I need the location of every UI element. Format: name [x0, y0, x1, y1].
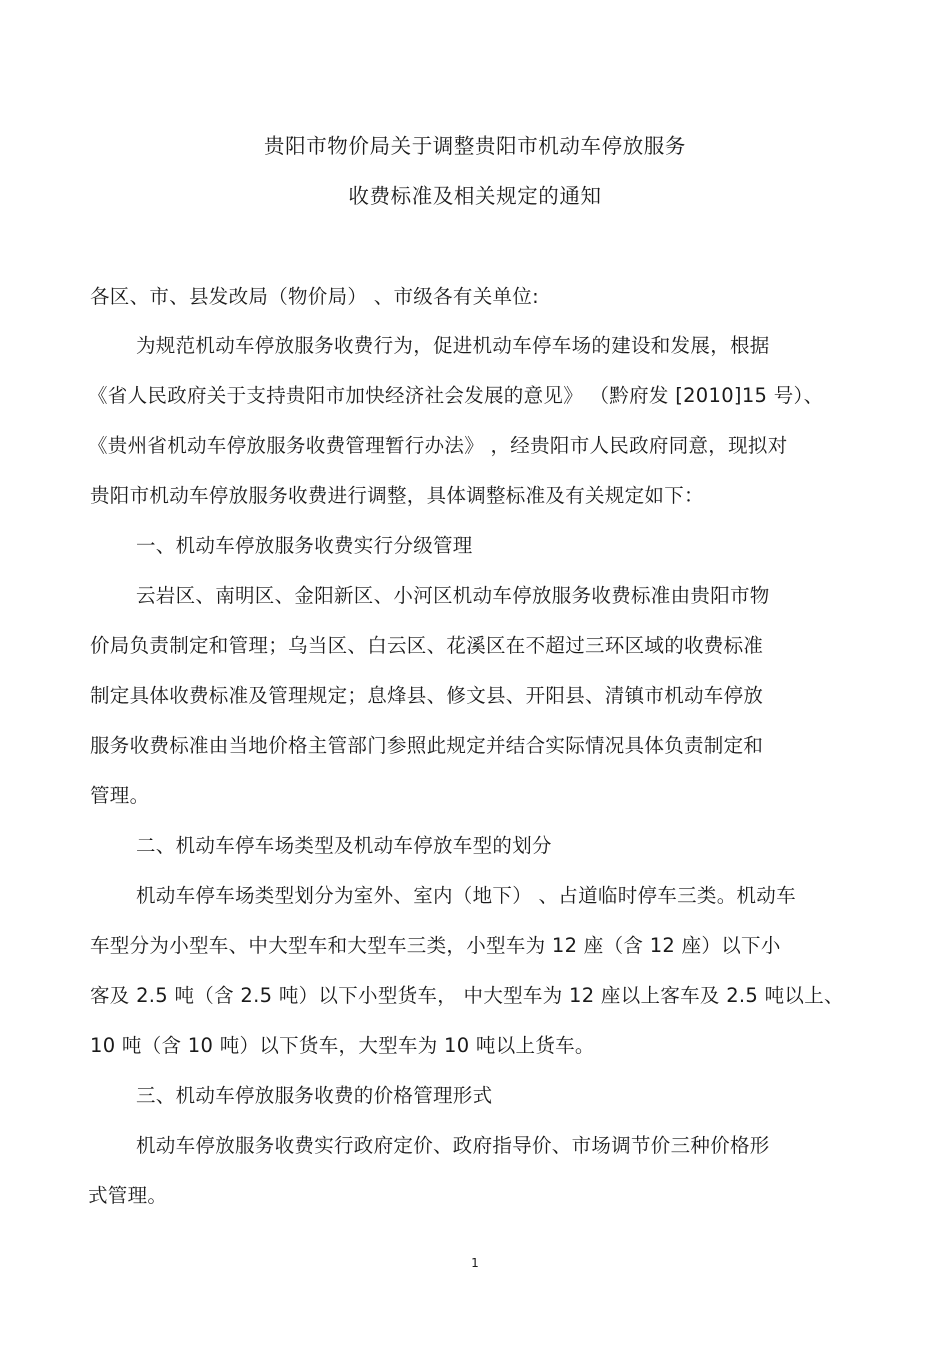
paragraph-line: 制定具体收费标准及管理规定；息烽县、修文县、开阳县、清镇市机动车停放 [90, 684, 764, 707]
paragraph-line: 价局负责制定和管理；乌当区、白云区、花溪区在不超过三环区域的收费标准 [90, 634, 764, 657]
paragraph-line: 云岩区、南明区、金阳新区、小河区机动车停放服务收费标准由贵阳市物 [136, 584, 770, 607]
paragraph-line: 管理。 [90, 784, 150, 807]
paragraph-line: 机动车停放服务收费实行政府定价、政府指导价、市场调节价三种价格形 [136, 1134, 770, 1157]
document-title-line-1: 贵阳市物价局关于调整贵阳市机动车停放服务 [264, 134, 686, 158]
document-title-line-2: 收费标准及相关规定的通知 [348, 184, 602, 208]
section-heading-1: 一、机动车停放服务收费实行分级管理 [136, 534, 473, 557]
paragraph-line: 机动车停车场类型划分为室外、室内（地下） 、占道临时停车三类。机动车 [136, 884, 796, 907]
paragraph-line: 式管理。 [88, 1184, 168, 1207]
paragraph-line: 《贵州省机动车停放服务收费管理暂行办法》 ，经贵阳市人民政府同意，现拟对 [88, 434, 788, 457]
section-heading-2: 二、机动车停车场类型及机动车停放车型的划分 [136, 834, 552, 857]
paragraph-line: 车型分为小型车、中大型车和大型车三类，小型车为 12 座（含 12 座）以下小 [90, 934, 781, 957]
paragraph-line: 10 吨（含 10 吨）以下货车，大型车为 10 吨以上货车。 [90, 1034, 595, 1057]
paragraph-line: 客及 2.5 吨（含 2.5 吨）以下小型货车， 中大型车为 12 座以上客车及 2.5 吨以上、 [90, 984, 844, 1007]
page-number: 1 [471, 1256, 479, 1270]
paragraph-line: 为规范机动车停放服务收费行为，促进机动车停车场的建设和发展，根据 [136, 334, 770, 357]
paragraph-line: 《省人民政府关于支持贵阳市加快经济社会发展的意见》 （黔府发 [2010]15 号）、 [88, 384, 824, 407]
salutation: 各区、市、县发改局（物价局） 、市级各有关单位: [90, 285, 539, 308]
paragraph-line: 服务收费标准由当地价格主管部门参照此规定并结合实际情况具体负责制定和 [90, 734, 764, 757]
paragraph-line: 贵阳市机动车停放服务收费进行调整，具体调整标准及有关规定如下： [90, 484, 704, 507]
section-heading-3: 三、机动车停放服务收费的价格管理形式 [136, 1084, 493, 1107]
